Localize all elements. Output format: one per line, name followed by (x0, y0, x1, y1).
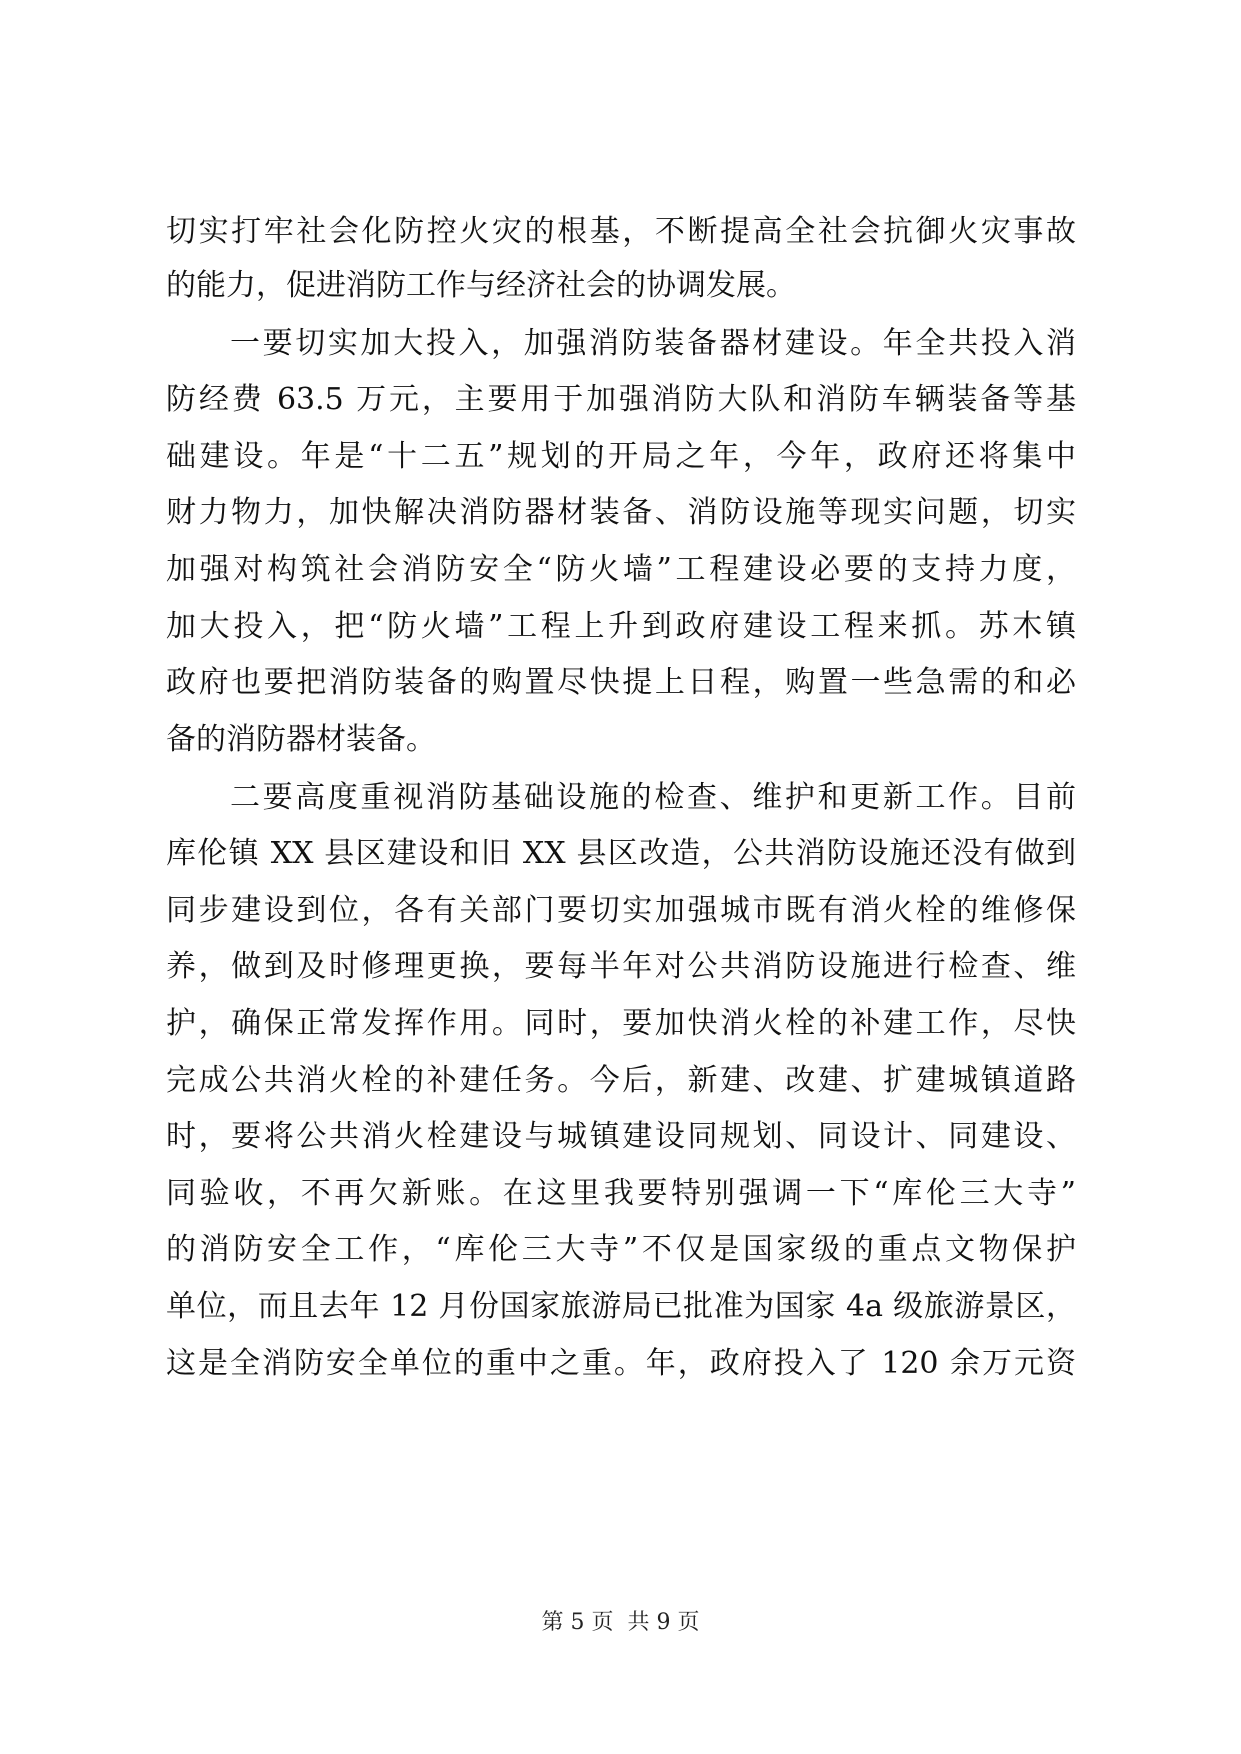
text-line: 的消防安全工作，“库伦三大寺”不仅是国家级的重点文物保护 (166, 1232, 1076, 1267)
text-line: 这是全消防安全单位的重中之重。年，政府投入了 120 余万元资 (166, 1346, 1076, 1381)
paragraph-start-line: 二要高度重视消防基础设施的检查、维护和更新工作。目前 (230, 780, 1076, 815)
text-line: 同验收，不再欠新账。在这里我要特别强调一下“库伦三大寺” (166, 1176, 1076, 1211)
text-line: 政府也要把消防装备的购置尽快提上日程，购置一些急需的和必 (166, 665, 1076, 700)
text-line: 护，确保正常发挥作用。同时，要加快消火栓的补建工作，尽快 (166, 1006, 1076, 1041)
text-line: 防经费 63.5 万元，主要用于加强消防大队和消防车辆装备等基 (166, 382, 1076, 417)
paragraph-start-line: 一要切实加大投入，加强消防装备器材建设。年全共投入消 (230, 326, 1076, 361)
text-line: 财力物力，加快解决消防器材装备、消防设施等现实问题，切实 (166, 495, 1076, 530)
text-line: 加强对构筑社会消防安全“防火墙”工程建设必要的支持力度， (166, 552, 1076, 587)
text-line: 加大投入，把“防火墙”工程上升到政府建设工程来抓。苏木镇 (166, 609, 1076, 644)
text-line: 完成公共消火栓的补建任务。今后，新建、改建、扩建城镇道路 (166, 1063, 1076, 1098)
text-line: 单位，而且去年 12 月份国家旅游局已批准为国家 4a 级旅游景区， (166, 1289, 1076, 1324)
text-line: 同步建设到位，各有关部门要切实加强城市既有消火栓的维修保 (166, 893, 1076, 928)
text-line: 的能力，促进消防工作与经济社会的协调发展。 (166, 268, 796, 303)
page-number-label: 第 5 页 共 9 页 (541, 1610, 700, 1635)
text-line: 库伦镇 XX 县区建设和旧 XX 县区改造，公共消防设施还没有做到 (166, 836, 1076, 871)
text-line: 养，做到及时修理更换，要每半年对公共消防设施进行检查、维 (166, 949, 1076, 984)
text-line: 备的消防器材装备。 (166, 722, 436, 757)
text-line: 切实打牢社会化防控火灾的根基，不断提高全社会抗御火灾事故 (166, 214, 1076, 249)
text-line: 础建设。年是“十二五”规划的开局之年，今年，政府还将集中 (166, 439, 1076, 474)
text-line: 时，要将公共消火栓建设与城镇建设同规划、同设计、同建设、 (166, 1119, 1076, 1154)
page-footer (0, 1608, 1241, 1638)
